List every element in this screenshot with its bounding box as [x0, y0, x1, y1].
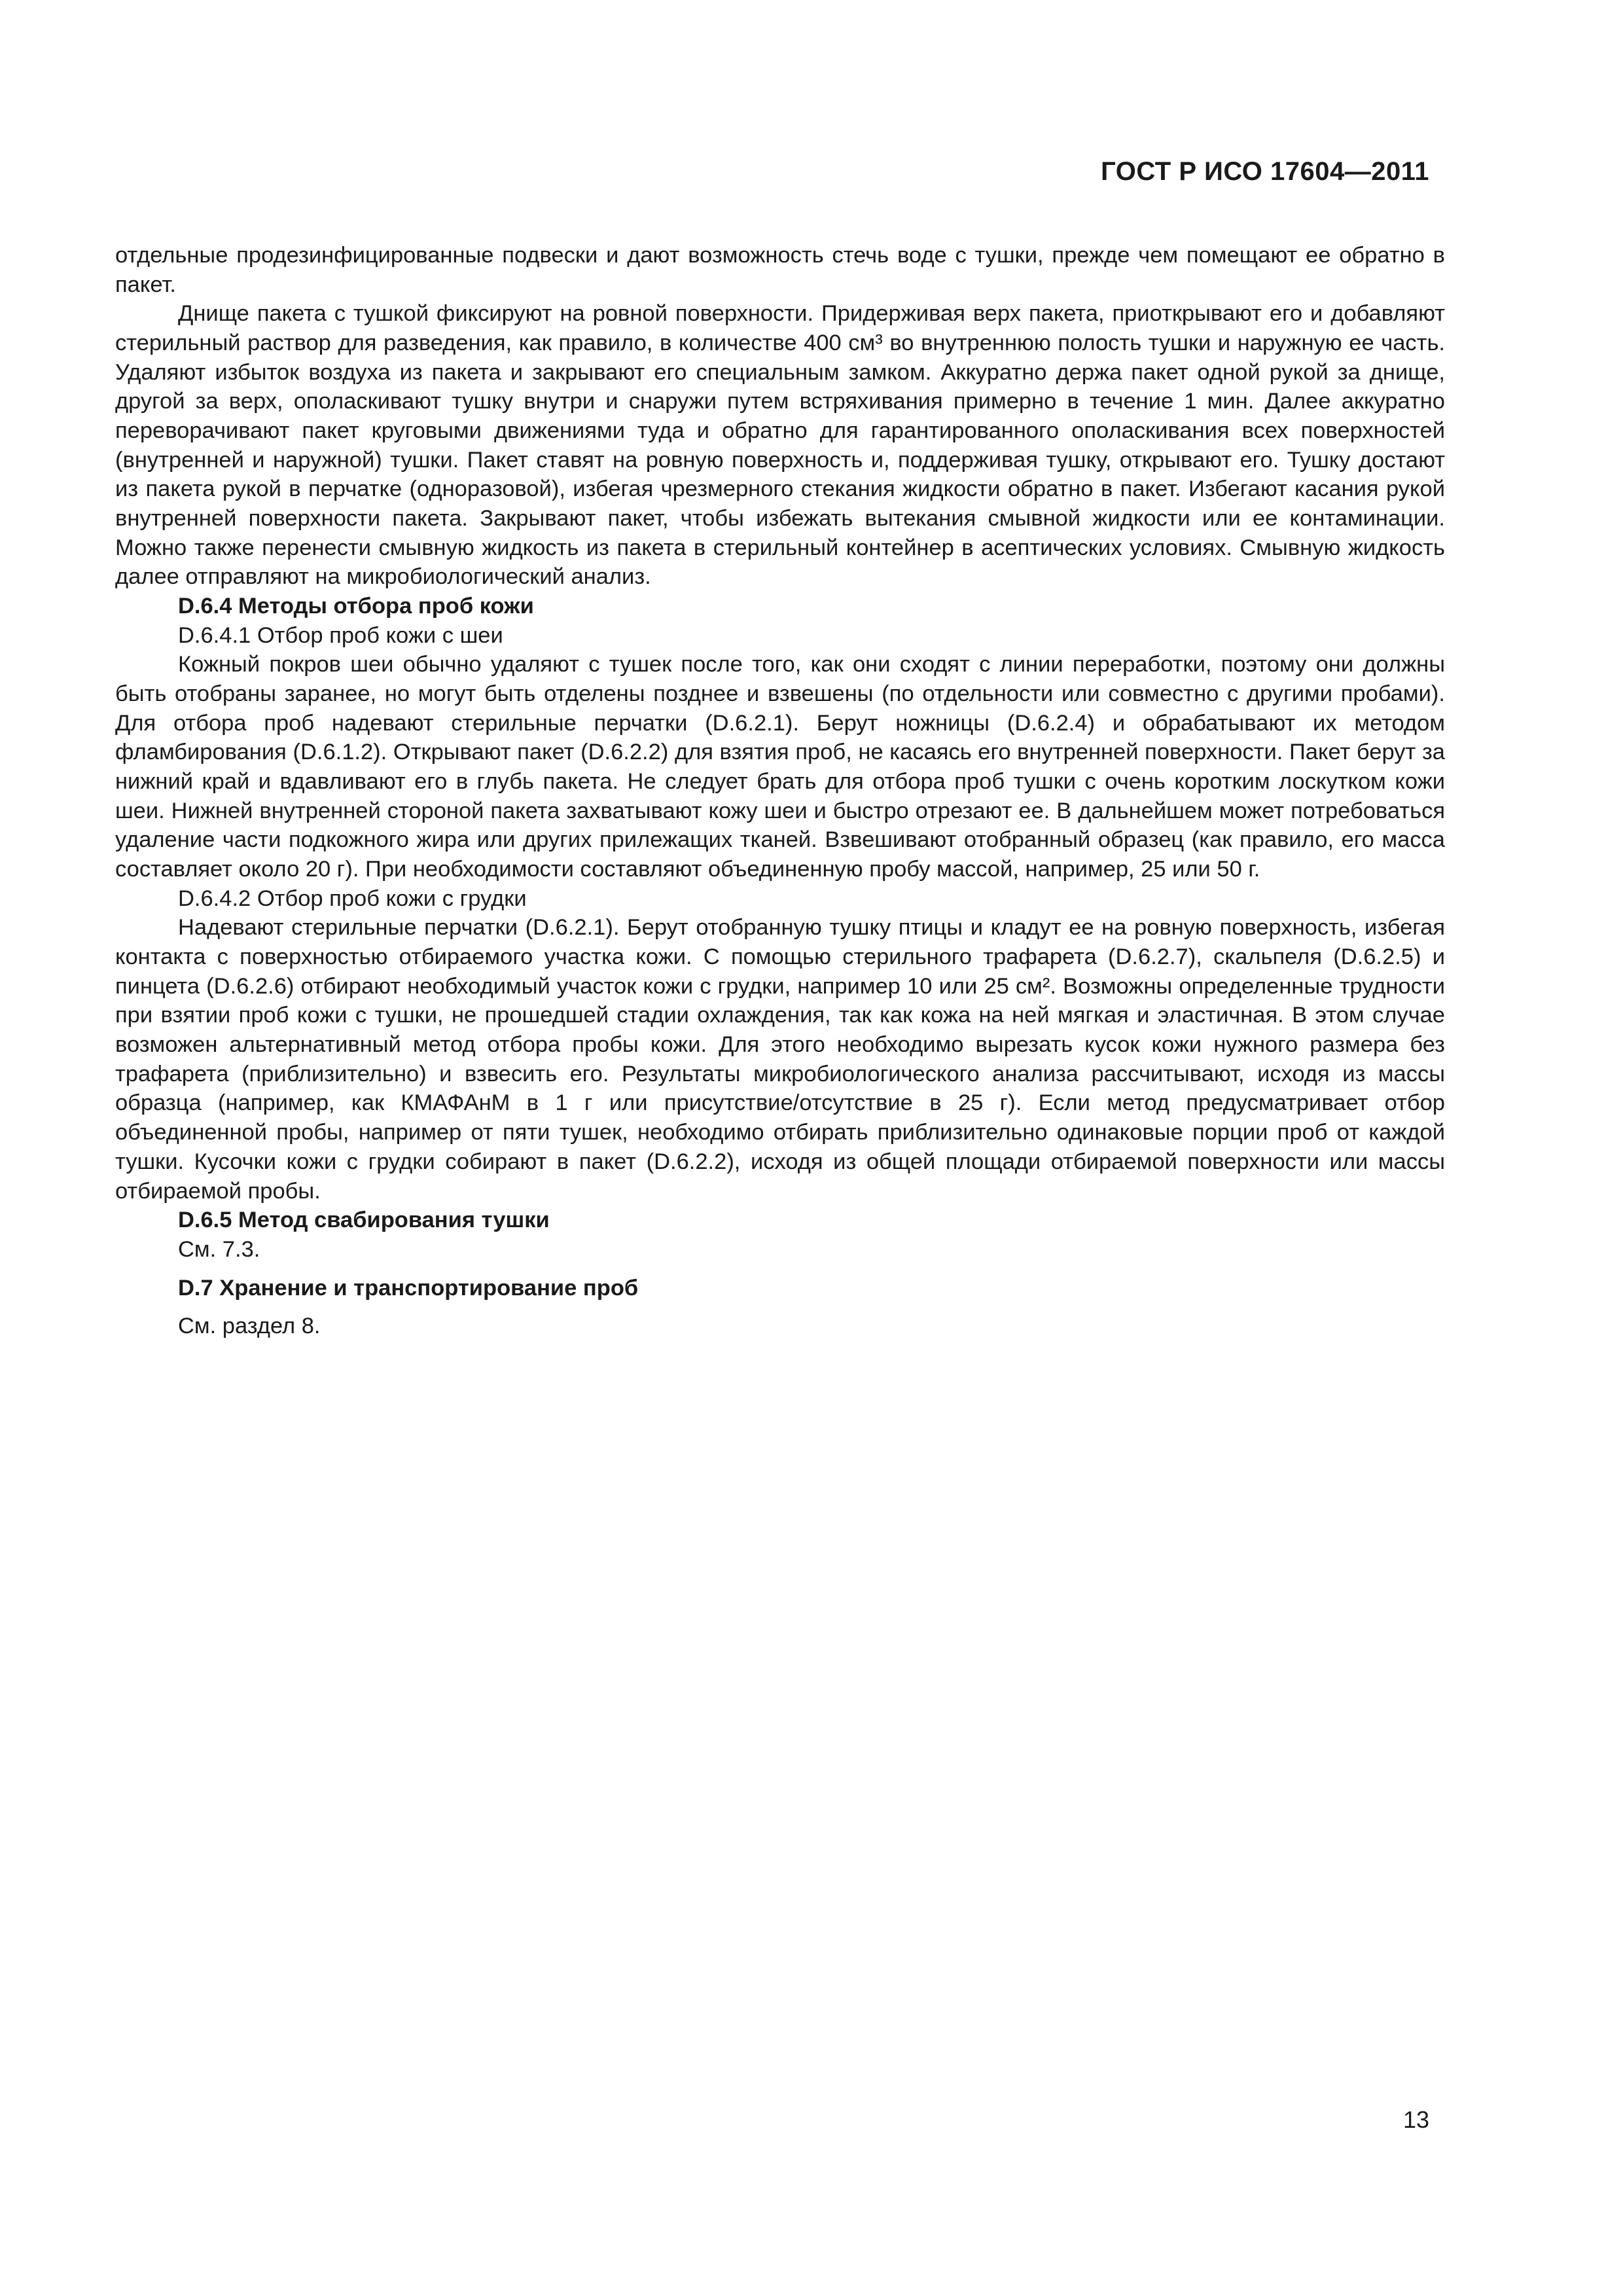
document-body — [115, 241, 1445, 1341]
page-number: 13 — [1402, 2106, 1429, 2133]
paragraph-breast-skin: Надевают стерильные перчатки (D.6.2.1). Берут отобранную тушку птицы и кладут ее на ровную поверхность, избегая контакта с поверхностью отбираемого участка кожи. С помощью стерильного трафарета (D.6.2.7), скальпеля (D.6.2.5) и пинцета (D.6.2.6) отбирают необходимый участок кожи с грудки, например 10 или 25 см². Возможны определенные трудности при взятии проб кожи с тушки, не прошедшей стадии охлаждения, так как кожа на ней мягкая и эластичная. В этом случае возможен альтернативный метод отбора пробы кожи. Для этого необходимо вырезать кусок кожи нужного размера без трафарета (приблизительно) и взвесить его. Результаты микробиологического анализа рассчитывают, исходя из массы образца (например, как КМАФАнМ в 1 г или присутствие/отсутствие в 25 г). Если метод предусматривает отбор объединенной пробы, например от пяти тушек, необходимо отбирать приблизительно одинаковые порции проб от каждой тушки. Кусочки кожи с грудки собирают в пакет (D.6.2.2), исходя из общей площади отбираемой поверхности или массы отбираемой пробы. — [115, 915, 1445, 1204]
paragraph-d65-ref: См. 7.3. — [178, 1236, 260, 1262]
section-heading-d65: D.6.5 Метод свабирования тушки — [178, 1208, 550, 1233]
subsection-heading-d641: D.6.4.1 Отбор проб кожи с шеи — [178, 622, 503, 648]
paragraph-bag-rinse: Днище пакета с тушкой фиксируют на ровной поверхности. Придерживая верх пакета, приоткрывают его и добавляют стерильный раствор для разведения, как правило, в количестве 400 см³ во внутреннюю полость тушки и наружную ее часть. Удаляют избыток воздуха из пакета и закрывают его специальным замком. Аккуратно держа пакет одной рукой за днище, другой за верх, ополаскивают тушку внутри и снаружи путем встряхивания примерно в течение 1 мин. Далее аккуратно переворачивают пакет круговыми движениями туда и обратно для гарантированного ополаскивания всех поверхностей (внутренней и наружной) тушки. Пакет ставят на ровную поверхность и, поддерживая тушку, открывают его. Тушку достают из пакета рукой в перчатке (одноразовой), избегая чрезмерного стекания жидкости обратно в пакет. Избегают касания рукой внутренней поверхности пакета. Закрывают пакет, чтобы избежать вытекания смывной жидкости или ее контаминации. Можно также перенести смывную жидкость из пакета в стерильный контейнер в асептических условиях. Смывную жидкость далее отправляют на микробиологический анализ. — [115, 301, 1445, 590]
section-heading-d64: D.6.4 Методы отбора проб кожи — [178, 594, 534, 619]
paragraph-neck-skin: Кожный покров шеи обычно удаляют с тушек после того, как они сходят с линии переработки, поэтому они должны быть отобраны заранее, но могут быть отделены позднее и взвешены (по отдельности или совместно с другими пробами). Для отбора проб надевают стерильные перчатки (D.6.2.1). Берут ножницы (D.6.2.4) и обрабатывают их методом фламбирования (D.6.1.2). Открывают пакет (D.6.2.2) для взятия проб, не касаясь его внутренней поверхности. Пакет берут за нижний край и вдавливают его в глубь пакета. Не следует брать для отбора проб тушки с очень коротким лоскутком кожи шеи. Нижней внутренней стороной пакета захватывают кожу шеи и быстро отрезают ее. В дальнейшем может потребоваться удаление части подкожного жира или других прилежащих тканей. Взвешивают отобранный образец (как правило, его масса составляет около 20 г). При необходимости составляют объединенную пробу массой, например, 25 или 50 г. — [115, 652, 1445, 882]
paragraph-continuation: отдельные продезинфицированные подвески и дают возможность стечь воде с тушки, прежде чем помещают ее обратно в пакет. — [115, 243, 1445, 297]
paragraph-d7-ref: См. раздел 8. — [178, 1314, 321, 1339]
subsection-heading-d642: D.6.4.2 Отбор проб кожи с грудки — [178, 886, 527, 911]
document-header: ГОСТ Р ИСО 17604—2011 — [1101, 157, 1429, 186]
section-heading-d7: D.7 Хранение и транспортирование проб — [178, 1275, 639, 1300]
